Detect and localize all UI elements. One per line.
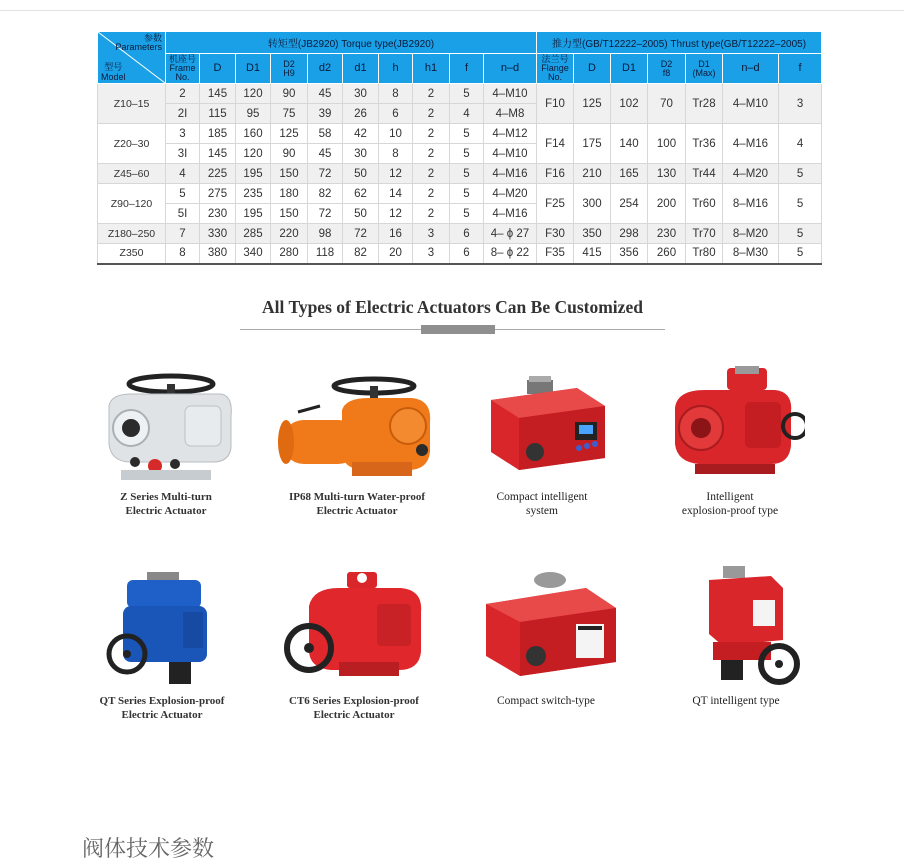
product-card[interactable] [646, 566, 826, 708]
table-cell: 2 [166, 84, 200, 104]
product-caption: Compact intelligent system [496, 491, 588, 517]
header-row-groups [98, 32, 822, 54]
table-cell: 285 [236, 224, 271, 244]
table-cell: 95 [236, 104, 271, 124]
product-card[interactable] [72, 566, 252, 722]
product-card[interactable] [452, 366, 632, 518]
table-cell: 4–M16 [484, 164, 537, 184]
table-cell: 6 [450, 224, 484, 244]
table-cell: 3 [413, 224, 450, 244]
table-cell: 120 [236, 84, 271, 104]
product-caption: Compact switch-type [496, 695, 596, 707]
table-cell: 125 [271, 124, 308, 144]
thrust-cell: Tr60 [686, 184, 723, 224]
table-row [98, 224, 822, 244]
thrust-cell: 8–M30 [723, 244, 779, 264]
column-header: h [379, 54, 413, 84]
model-cell: Z350 [98, 244, 166, 264]
table-cell: 2I [166, 104, 200, 124]
table-cell: 5 [166, 184, 200, 204]
table-row [98, 124, 822, 144]
thrust-cell: 200 [648, 184, 686, 224]
column-header: d1 [343, 54, 379, 84]
table-cell: 8 [379, 84, 413, 104]
table-cell: 82 [343, 244, 379, 264]
thrust-cell: 165 [611, 164, 648, 184]
thrust-cell: 300 [574, 184, 611, 224]
table-cell: 90 [271, 144, 308, 164]
thrust-cell: F10 [537, 84, 574, 124]
column-header: 法兰号 Flange No. [537, 54, 574, 84]
table-cell: 3I [166, 144, 200, 164]
red-ct6-actuator-icon [269, 566, 439, 688]
thrust-cell: 100 [648, 124, 686, 164]
table-cell: 26 [343, 104, 379, 124]
table-cell: 150 [271, 164, 308, 184]
table-cell: 82 [308, 184, 343, 204]
table-cell: 72 [308, 204, 343, 224]
table-cell: 12 [379, 164, 413, 184]
column-header: d2 [308, 54, 343, 84]
thrust-cell: 5 [779, 164, 822, 184]
product-caption: IP68 Multi-turn Water-proof Electric Actuator [288, 491, 426, 517]
table-cell: 2 [413, 124, 450, 144]
thrust-cell: 230 [648, 224, 686, 244]
table-cell: 50 [343, 204, 379, 224]
thrust-cell: 70 [648, 84, 686, 124]
red-compact-intelligent-actuator-icon [467, 366, 617, 484]
thrust-cell: 175 [574, 124, 611, 164]
table-cell: 45 [308, 144, 343, 164]
white-multiturn-actuator-icon [91, 366, 241, 484]
thrust-cell: 260 [648, 244, 686, 264]
spec-table [97, 31, 822, 265]
column-header: D1 [611, 54, 648, 84]
model-cell: Z45–60 [98, 164, 166, 184]
table-cell: 115 [200, 104, 236, 124]
column-header: n–d [723, 54, 779, 84]
table-cell: 4 [166, 164, 200, 184]
table-cell: 4–M20 [484, 184, 537, 204]
column-header: 机座号 Frame No. [166, 54, 200, 84]
table-cell: 72 [308, 164, 343, 184]
blue-qt-actuator-icon [87, 566, 237, 688]
column-header: n–d [484, 54, 537, 84]
red-qt-intelligent-actuator-icon [661, 566, 811, 688]
model-cell: Z90–120 [98, 184, 166, 224]
table-cell: 8 [379, 144, 413, 164]
thrust-cell: 8–M16 [723, 184, 779, 224]
table-cell: 3 [166, 124, 200, 144]
thrust-cell: Tr44 [686, 164, 723, 184]
table-cell: 10 [379, 124, 413, 144]
thrust-cell: 298 [611, 224, 648, 244]
product-card[interactable] [76, 366, 256, 518]
table-cell: 8– ϕ 22 [484, 244, 537, 264]
spec-table-container [97, 31, 817, 265]
corner-parameters-label: 参数 Parameters [115, 33, 162, 53]
table-cell: 340 [236, 244, 271, 264]
table-cell: 4–M12 [484, 124, 537, 144]
table-cell: 6 [450, 244, 484, 264]
thrust-cell: Tr80 [686, 244, 723, 264]
table-cell: 280 [271, 244, 308, 264]
table-cell: 5 [450, 144, 484, 164]
table-cell: 5I [166, 204, 200, 224]
thrust-cell: 125 [574, 84, 611, 124]
table-cell: 4– ϕ 27 [484, 224, 537, 244]
thrust-cell: 5 [779, 224, 822, 244]
model-cell: Z10–15 [98, 84, 166, 124]
title-accent-bar [421, 325, 495, 334]
table-cell: 120 [236, 144, 271, 164]
table-row [98, 244, 822, 264]
table-cell: 4–M10 [484, 84, 537, 104]
table-cell: 2 [413, 204, 450, 224]
table-cell: 195 [236, 164, 271, 184]
table-cell: 180 [271, 184, 308, 204]
table-cell: 2 [413, 104, 450, 124]
table-cell: 195 [236, 204, 271, 224]
table-cell: 220 [271, 224, 308, 244]
thrust-cell: 8–M20 [723, 224, 779, 244]
table-cell: 185 [200, 124, 236, 144]
table-cell: 50 [343, 164, 379, 184]
product-card[interactable] [640, 366, 820, 518]
table-cell: 4–M10 [484, 144, 537, 164]
red-explosion-proof-actuator-icon [655, 366, 805, 484]
thrust-cell: 4–M20 [723, 164, 779, 184]
table-cell: 7 [166, 224, 200, 244]
thrust-cell: F16 [537, 164, 574, 184]
table-cell: 2 [413, 164, 450, 184]
table-cell: 98 [308, 224, 343, 244]
table-cell: 72 [343, 224, 379, 244]
table-cell: 145 [200, 144, 236, 164]
product-caption: CT6 Series Explosion-proof Electric Actuator [289, 695, 419, 721]
table-row [98, 184, 822, 204]
corner-cell [98, 32, 166, 84]
column-header: D [200, 54, 236, 84]
table-cell: 5 [450, 164, 484, 184]
product-caption: QT Series Explosion-proof Electric Actuator [99, 695, 225, 721]
bottom-section-heading: 阀体技术参数 [82, 837, 215, 862]
thrust-cell: 356 [611, 244, 648, 264]
table-cell: 2 [413, 184, 450, 204]
thrust-cell: 4–M16 [723, 124, 779, 164]
table-cell: 145 [200, 84, 236, 104]
column-header: D [574, 54, 611, 84]
corner-model-label: 型号 Model [101, 62, 126, 82]
table-cell: 12 [379, 204, 413, 224]
table-cell: 2 [413, 144, 450, 164]
section-title: All Types of Electric Actuators Can Be Customized [262, 297, 643, 317]
column-header: D2 H9 [271, 54, 308, 84]
table-cell: 30 [343, 144, 379, 164]
table-cell: 330 [200, 224, 236, 244]
header-row-columns [98, 54, 822, 84]
torque-type-group-header: 转矩型(JB2920) Torque type(JB2920) [166, 32, 537, 54]
thrust-cell: Tr28 [686, 84, 723, 124]
table-cell: 14 [379, 184, 413, 204]
thrust-type-group-header: 推力型(GB/T12222–2005) Thrust type(GB/T12222–2005) [537, 32, 822, 54]
table-cell: 230 [200, 204, 236, 224]
orange-waterproof-actuator-icon [272, 366, 442, 484]
product-card[interactable] [264, 566, 444, 722]
thrust-cell: F30 [537, 224, 574, 244]
thrust-cell: Tr36 [686, 124, 723, 164]
table-cell: 6 [379, 104, 413, 124]
thrust-cell: 254 [611, 184, 648, 224]
thrust-cell: F14 [537, 124, 574, 164]
thrust-cell: 4–M10 [723, 84, 779, 124]
table-cell: 58 [308, 124, 343, 144]
product-card[interactable] [456, 566, 636, 708]
table-cell: 118 [308, 244, 343, 264]
column-header: h1 [413, 54, 450, 84]
table-row [98, 84, 822, 104]
thrust-cell: 102 [611, 84, 648, 124]
table-cell: 4–M8 [484, 104, 537, 124]
thrust-cell: 5 [779, 244, 822, 264]
table-cell: 42 [343, 124, 379, 144]
thrust-cell: F35 [537, 244, 574, 264]
table-cell: 20 [379, 244, 413, 264]
table-cell: 3 [413, 244, 450, 264]
product-caption: Z Series Multi-turn Electric Actuator [120, 491, 212, 517]
thrust-cell: 140 [611, 124, 648, 164]
table-cell: 5 [450, 184, 484, 204]
top-divider [0, 10, 904, 11]
thrust-cell: 415 [574, 244, 611, 264]
column-header: D1 (Max) [686, 54, 723, 84]
table-cell: 4 [450, 104, 484, 124]
table-cell: 160 [236, 124, 271, 144]
table-cell: 275 [200, 184, 236, 204]
table-cell: 380 [200, 244, 236, 264]
model-cell: Z180–250 [98, 224, 166, 244]
table-cell: 5 [450, 204, 484, 224]
table-cell: 5 [450, 124, 484, 144]
column-header: D2 f8 [648, 54, 686, 84]
table-cell: 62 [343, 184, 379, 204]
table-cell: 225 [200, 164, 236, 184]
table-cell: 90 [271, 84, 308, 104]
thrust-cell: 3 [779, 84, 822, 124]
table-cell: 4–M16 [484, 204, 537, 224]
thrust-cell: 4 [779, 124, 822, 164]
product-card[interactable] [267, 366, 447, 518]
table-cell: 150 [271, 204, 308, 224]
model-cell: Z20–30 [98, 124, 166, 164]
table-cell: 8 [166, 244, 200, 264]
table-cell: 5 [450, 84, 484, 104]
thrust-cell: 130 [648, 164, 686, 184]
column-header: D1 [236, 54, 271, 84]
table-cell: 39 [308, 104, 343, 124]
table-cell: 45 [308, 84, 343, 104]
thrust-cell: 350 [574, 224, 611, 244]
table-row [98, 164, 822, 184]
table-cell: 75 [271, 104, 308, 124]
thrust-cell: 5 [779, 184, 822, 224]
thrust-cell: Tr70 [686, 224, 723, 244]
table-cell: 2 [413, 84, 450, 104]
red-compact-switch-actuator-icon [466, 566, 626, 688]
column-header: f [450, 54, 484, 84]
table-cell: 30 [343, 84, 379, 104]
column-header: f [779, 54, 822, 84]
product-caption: Intelligent explosion-proof type [681, 491, 779, 517]
product-caption: QT intelligent type [692, 695, 780, 707]
table-cell: 235 [236, 184, 271, 204]
table-cell: 16 [379, 224, 413, 244]
thrust-cell: 210 [574, 164, 611, 184]
thrust-cell: F25 [537, 184, 574, 224]
